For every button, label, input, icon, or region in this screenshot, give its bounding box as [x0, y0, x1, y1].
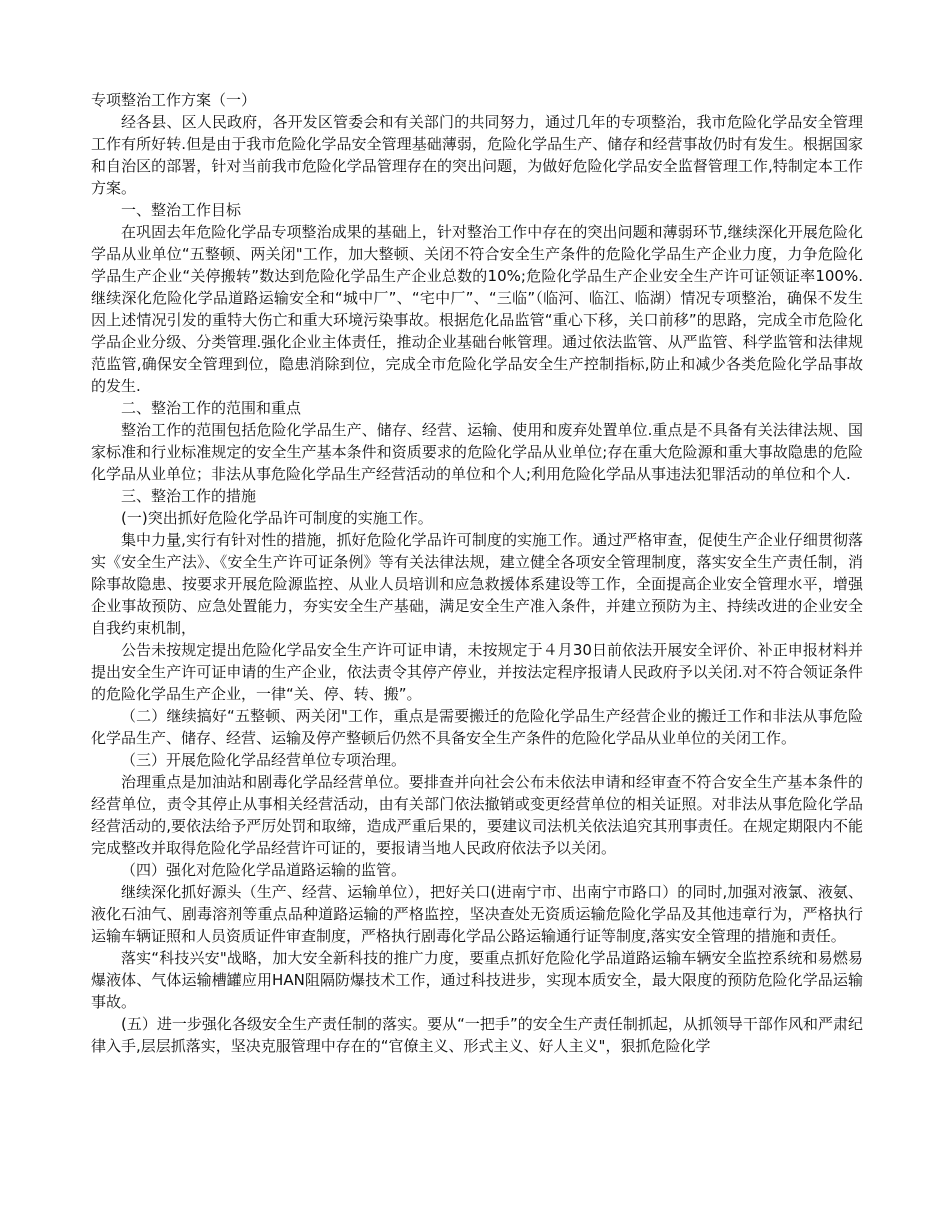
- intro-paragraph: 经各县、区人民政府，各开发区管委会和有关部门的共同努力，通过几年的专项整治，我市危险化学品安全管理工作有所好转.但是由于我市危险化学品安全管理基础薄弱，危险化学品生产、储存和经营事故仍时有发生。根据国家和自治区的部署，针对当前我市危险化学品管理存在的突出问题，为做好危险化学品安全监督管理工作,特制定本工作方案。: [91, 113, 863, 197]
- measure-1-notice-paragraph: 公告未按规定提出危险化学品安全生产许可证申请，未按规定于４月30日前依法开展安全评价、补正申报材料并提出安全生产许可证申请的生产企业，依法责令其停产停业，并按法定程序报请人民政府予以关闭.对不符合领证条件的危险化学品生产企业，一律“关、停、转、搬”。: [91, 641, 863, 703]
- goals-paragraph: 在巩固去年危险化学品专项整治成果的基础上，针对整治工作中存在的突出问题和薄弱环节,继续深化开展危险化学品从业单位“五整顿、两关闭"工作，加大整顿、关闭不符合安全生产条件的危险化学品生产企业力度，力争危险化学品生产企业“关停搬转”数达到危险化学品生产企业总数的10%;危险化学品生产企业安全生产许可证领证率100%.继续深化危险化学品道路运输安全和“城中厂”、“宅中厂”、“三临”（临河、临江、临湖）情况专项整治，确保不发生因上述情况引发的重特大伤亡和重大环境污染事故。根据危化品监管“重心下移，关口前移”的思路，完成全市危险化学品企业分级、分类管理.强化企业主体责任，推动企业基础台帐管理。通过依法监管、从严监管、科学监管和法律规范监管,确保安全管理到位，隐患消除到位，完成全市危险化学品安全生产控制指标,防止和减少各类危险化学品事故的发生.: [91, 223, 863, 395]
- measure-3-paragraph: 治理重点是加油站和剧毒化学品经营单位。要排查并向社会公布未依法申请和经审查不符合安全生产基本条件的经营单位，责令其停止从事相关经营活动，由有关部门依法撤销或变更经营单位的相关证照。对非法从事危险化学品经营活动的,要依法给予严厉处罚和取缔，造成严重后果的，要建议司法机关依法追究其刑事责任。在规定期限内不能完成整改并取得危险化学品经营许可证的，要报请当地人民政府依法予以关闭。: [91, 773, 863, 857]
- section-heading-measures: 三、整治工作的措施: [121, 487, 257, 505]
- scope-paragraph: 整治工作的范围包括危险化学品生产、储存、经营、运输、使用和废弃处置单位.重点是不具备有关法律法规、国家标准和行业标准规定的安全生产基本条件和资质要求的危险化学品从业单位;存在重大危险源和重大事故隐患的危险化学品从业单位；非法从事危险化学品生产经营活动的单位和个人;利用危险化学品从事违法犯罪活动的单位和个人.: [91, 421, 863, 483]
- measure-2-paragraph: （二）继续搞好“五整顿、两关闭"工作，重点是需要搬迁的危险化学品生产经营企业的搬迁工作和非法从事危险化学品生产、储存、经营、运输及停产整顿后仍然不具备安全生产条件的危险化学品从业单位的关闭工作。: [91, 707, 863, 747]
- measure-heading-3: （三）开展危险化学品经营单位专项治理。: [121, 751, 407, 769]
- measure-heading-1: (一)突出抓好危险化学品许可制度的实施工作。: [121, 509, 433, 527]
- section-heading-scope: 二、整治工作的范围和重点: [121, 399, 302, 417]
- measure-1-paragraph: 集中力量,实行有针对性的措施，抓好危险化学品许可制度的实施工作。通过严格审查，促使生产企业仔细贯彻落实《安全生产法》、《安全生产许可证条例》等有关法律法规，建立健全各项安全管理制度，落实安全生产责任制，消除事故隐患、按要求开展危险源监控、从业人员培训和应急救援体系建设等工作，全面提高企业安全管理水平，增强企业事故预防、应急处置能力，夯实安全生产基础，满足安全生产准入条件，并建立预防为主、持续改进的企业安全自我约束机制，: [91, 531, 863, 637]
- measure-4-paragraph: 继续深化抓好源头（生产、经营、运输单位），把好关口(进南宁市、出南宁市路口）的同时,加强对液氯、液氨、液化石油气、剧毒溶剂等重点品种道路运输的严格监控，坚决查处无资质运输危险化学品及其他违章行为，严格执行运输车辆证照和人员资质证件审查制度，严格执行剧毒化学品公路运输通行证等制度,落实安全管理的措施和责任。: [91, 883, 863, 945]
- document-title: 专项整治工作方案（一）: [91, 91, 257, 109]
- measure-5-paragraph: (五）进一步强化各级安全生产责任制的落实。要从“一把手”的安全生产责任制抓起，从抓领导干部作风和严肃纪律入手,层层抓落实，坚决克服管理中存在的“官僚主义、形式主义、好人主义"，狠抓危险化学: [91, 1015, 863, 1055]
- document-page: [91, 89, 863, 1057]
- section-heading-goals: 一、整治工作目标: [121, 201, 242, 219]
- measure-4-tech-paragraph: 落实“科技兴安"战略，加大安全新科技的推广力度，要重点抓好危险化学品道路运输车辆安全监控系统和易燃易爆液体、气体运输槽罐应用HAN阻隔防爆技术工作，通过科技进步，实现本质安全，最大限度的预防危险化学品运输事故。: [91, 949, 863, 1011]
- measure-heading-4: （四）强化对危险化学品道路运输的监管。: [121, 861, 407, 879]
